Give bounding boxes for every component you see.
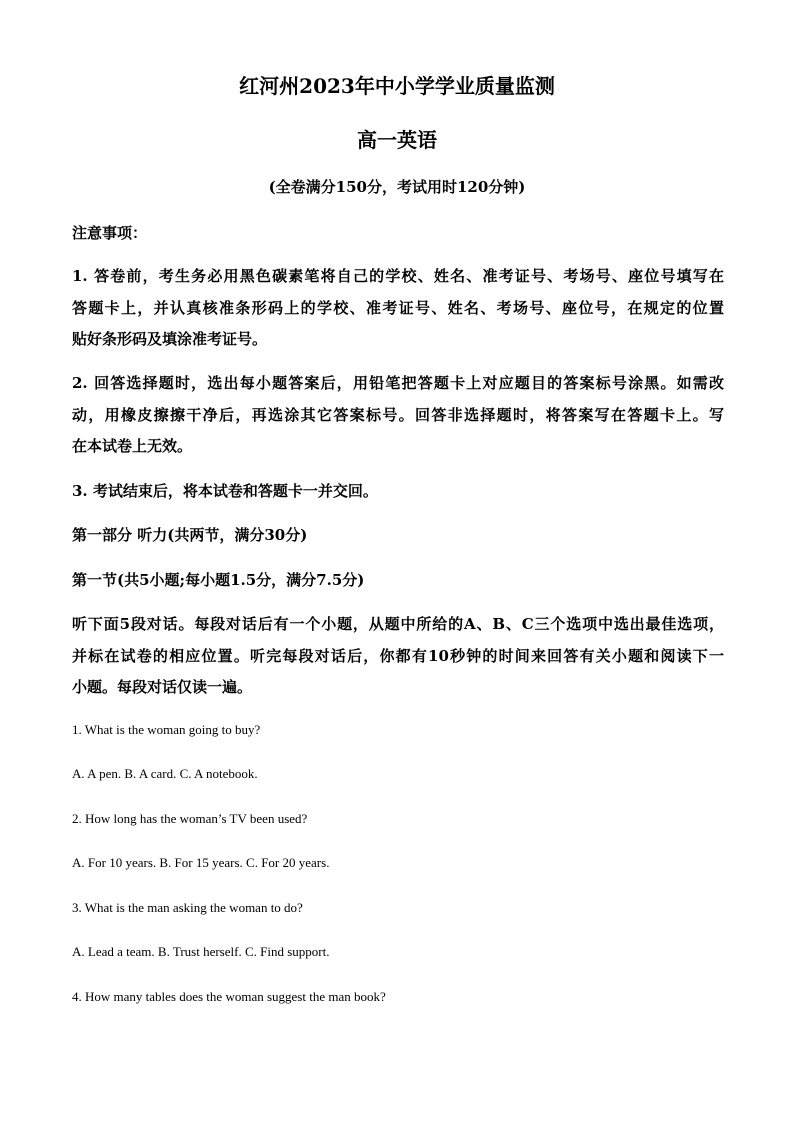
notice-item2-line3: 在本试卷上无效。 <box>72 437 193 455</box>
question-2: 2. How long has the woman’s TV been used? <box>72 811 308 826</box>
notice-item1-line1: 1. 答卷前，考生务必用黑色碳素笔将自己的学校、姓名、准考证号、考场号、座位号填写在 <box>72 267 724 285</box>
exam-info: (全卷满分150分，考试用时120分钟) <box>268 178 526 196</box>
question-3: 3. What is the man asking the woman to do? <box>72 900 303 915</box>
notice-item1-line3: 贴好条形码及填涂准考证号。 <box>72 330 268 348</box>
notice-item3: 3. 考试结束后，将本试卷和答题卡一并交回。 <box>72 482 378 500</box>
section1-heading: 第一节(共5小题;每小题1.5分，满分7.5分) <box>72 571 365 589</box>
notice-heading: 注意事项： <box>72 224 148 242</box>
question-4: 4. How many tables does the woman suggest the man book? <box>72 989 386 1004</box>
subject-title: 高一英语 <box>357 128 437 152</box>
notice-item1-line2: 答题卡上，并认真核准条形码上的学校、准考证号、姓名、考场号、座位号，在规定的位置 <box>72 299 724 317</box>
notice-item2-line1: 2. 回答选择题时，选出每小题答案后，用铅笔把答题卡上对应题目的答案标号涂黑。如需改 <box>72 374 724 392</box>
instructions-line1: 听下面5段对话。每段对话后有一个小题，从题中所给的A、B、C三个选项中选出最佳选项， <box>72 615 724 633</box>
instructions-line2: 并标在试卷的相应位置。听完每段对话后，你都有10秒钟的时间来回答有关小题和阅读下一 <box>72 647 724 665</box>
exam-title: 红河州2023年中小学学业质量监测 <box>239 74 555 98</box>
notice-item2-line2: 动，用橡皮擦擦干净后，再选涂其它答案标号。回答非选择题时，将答案写在答题卡上。写 <box>72 406 724 424</box>
question-1-options: A. A pen. B. A card. C. A notebook. <box>72 766 258 781</box>
part1-heading: 第一部分 听力(共两节，满分30分) <box>72 526 308 544</box>
instructions-line3: 小题。每段对话仅读一遍。 <box>72 678 253 696</box>
question-3-options: A. Lead a team. B. Trust herself. C. Find support. <box>72 944 330 959</box>
question-2-options: A. For 10 years. B. For 15 years. C. For 20 years. <box>72 855 330 870</box>
question-1: 1. What is the woman going to buy? <box>72 722 261 737</box>
